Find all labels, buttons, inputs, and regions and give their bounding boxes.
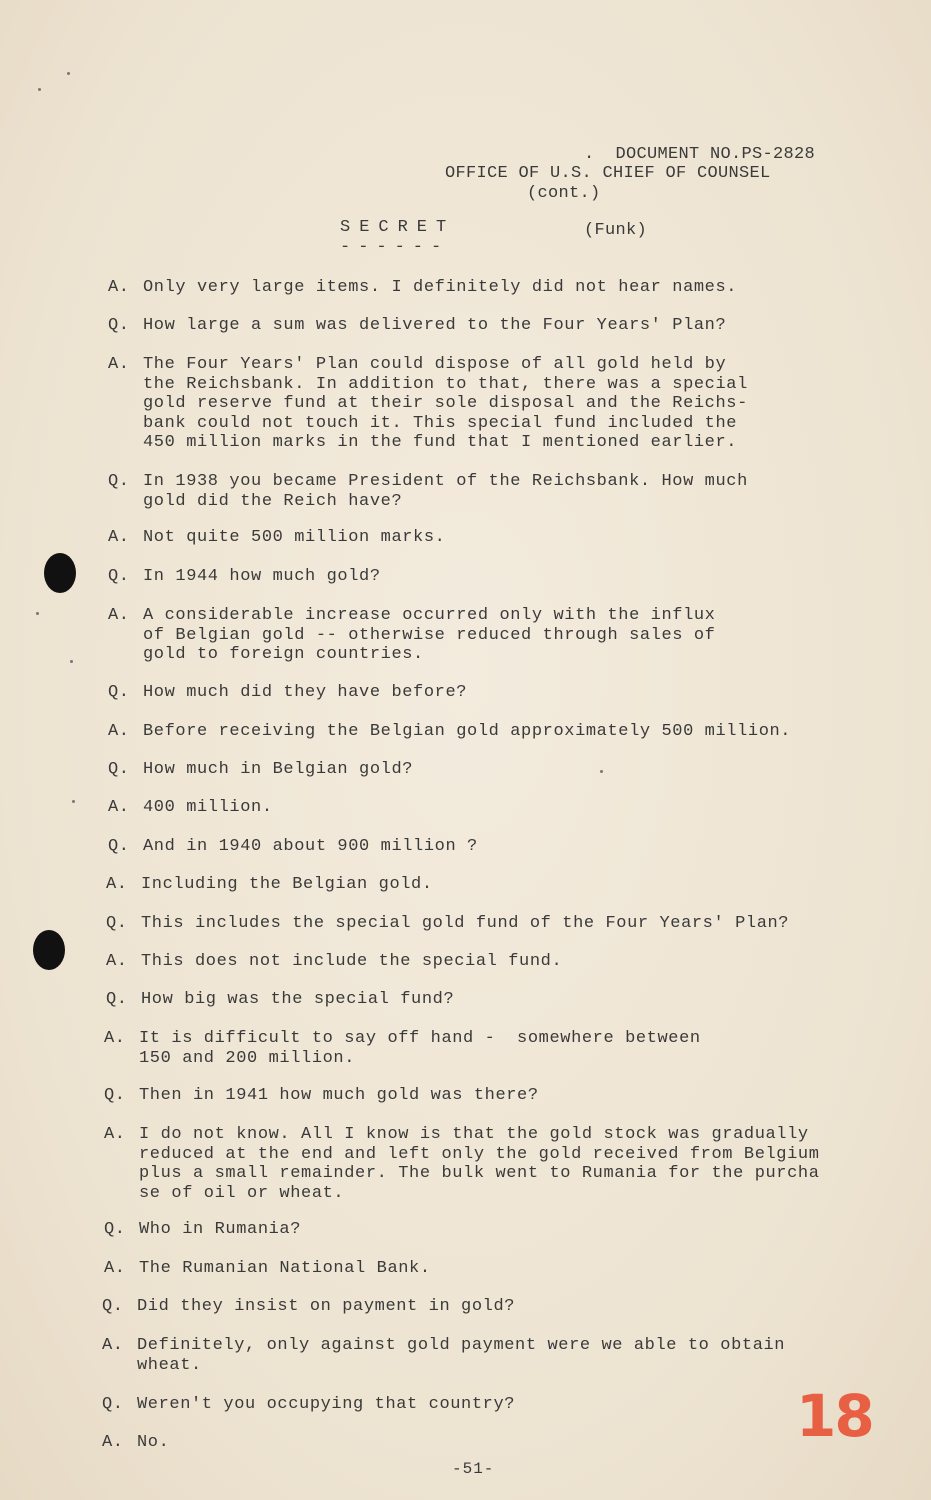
- dialogue-text: How much did they have before?: [143, 683, 468, 702]
- dialogue-text: Not quite 500 million marks.: [143, 528, 446, 547]
- red-stamp-number: 18: [796, 1382, 873, 1450]
- dialogue-text: In 1938 you became President of the Reichsbank. How much gold did the Reich have?: [143, 472, 748, 511]
- speaker-label: A.: [104, 1125, 126, 1144]
- dialogue-text: I do not know. All I know is that the gold stock was gradually reduced at the end and left only the gold received from Belgium plus a small remainder. The bulk went to Rumania for the purcha se of oil or wheat.: [139, 1125, 820, 1203]
- dialogue-text: It is difficult to say off hand - somewhere between 150 and 200 million.: [139, 1029, 701, 1068]
- speck: [36, 612, 39, 615]
- speaker-label: A.: [108, 722, 130, 741]
- classification-underline: ------: [340, 238, 450, 257]
- dialogue-text: The Four Years' Plan could dispose of all gold held by the Reichsbank. In addition to that, there was a special gold reserve fund at their sole disposal and the Reichs- bank could not touch it. This special fund included the 450 million marks in the fund that I mentioned earlier.: [143, 355, 748, 452]
- dialogue-text: How much in Belgian gold?: [143, 760, 414, 779]
- speaker-label: Q.: [106, 914, 128, 933]
- continued-label: (cont.): [527, 184, 601, 203]
- speaker-label: A.: [108, 606, 130, 625]
- speaker-label: Q.: [108, 316, 130, 335]
- speaker-label: Q.: [108, 683, 130, 702]
- dialogue-text: Did they insist on payment in gold?: [137, 1297, 516, 1316]
- dialogue-text: Before receiving the Belgian gold approximately 500 million.: [143, 722, 792, 741]
- dialogue-text: No.: [137, 1433, 170, 1452]
- speaker-label: Q.: [102, 1395, 124, 1414]
- speaker-label: Q.: [104, 1220, 126, 1239]
- speaker-label: Q.: [102, 1297, 124, 1316]
- dialogue-text: Weren't you occupying that country?: [137, 1395, 516, 1414]
- dialogue-text: How big was the special fund?: [141, 990, 455, 1009]
- dialogue-text: Definitely, only against gold payment were we able to obtain wheat.: [137, 1336, 786, 1375]
- speck: [72, 800, 75, 803]
- office-title: OFFICE OF U.S. CHIEF OF COUNSEL: [445, 164, 771, 183]
- speaker-label: Q.: [108, 837, 130, 856]
- speaker-label: A.: [104, 1029, 126, 1048]
- speaker-label: A.: [102, 1336, 124, 1355]
- speaker-label: Q.: [106, 990, 128, 1009]
- dialogue-text: 400 million.: [143, 798, 273, 817]
- speaker-label: A.: [102, 1433, 124, 1452]
- dialogue-text: This does not include the special fund.: [141, 952, 563, 971]
- speck: [70, 660, 73, 663]
- speck: [38, 88, 41, 91]
- dialogue-text: Then in 1941 how much gold was there?: [139, 1086, 539, 1105]
- punch-hole-top: [44, 553, 76, 593]
- speck: [600, 770, 603, 773]
- speaker-label: A.: [104, 1259, 126, 1278]
- speaker-label: Q.: [108, 567, 130, 586]
- speaker-label: Q.: [104, 1086, 126, 1105]
- classification-label: SECRET: [340, 218, 456, 237]
- speaker-label: A.: [106, 875, 128, 894]
- dialogue-text: How large a sum was delivered to the Four Years' Plan?: [143, 316, 727, 335]
- speck: [67, 72, 70, 75]
- document-number: . DOCUMENT NO.PS-2828: [584, 145, 816, 164]
- speaker-label: A.: [108, 278, 130, 297]
- punch-hole-bottom: [33, 930, 65, 970]
- speaker-label: A.: [106, 952, 128, 971]
- speaker-label: Q.: [108, 472, 130, 491]
- dialogue-text: Only very large items. I definitely did not hear names.: [143, 278, 738, 297]
- speaker-label: Q.: [108, 760, 130, 779]
- speaker-label: A.: [108, 798, 130, 817]
- dialogue-text: And in 1940 about 900 million ?: [143, 837, 478, 856]
- dialogue-text: In 1944 how much gold?: [143, 567, 381, 586]
- witness-name: (Funk): [584, 221, 648, 240]
- speaker-label: A.: [108, 355, 130, 374]
- speaker-label: A.: [108, 528, 130, 547]
- dialogue-text: Including the Belgian gold.: [141, 875, 433, 894]
- dialogue-text: A considerable increase occurred only with the influx of Belgian gold -- otherwise reduced through sales of gold to foreign countries.: [143, 606, 716, 664]
- dialogue-text: The Rumanian National Bank.: [139, 1259, 431, 1278]
- page-number: -51-: [452, 1460, 495, 1478]
- dialogue-text: This includes the special gold fund of the Four Years' Plan?: [141, 914, 790, 933]
- dialogue-text: Who in Rumania?: [139, 1220, 302, 1239]
